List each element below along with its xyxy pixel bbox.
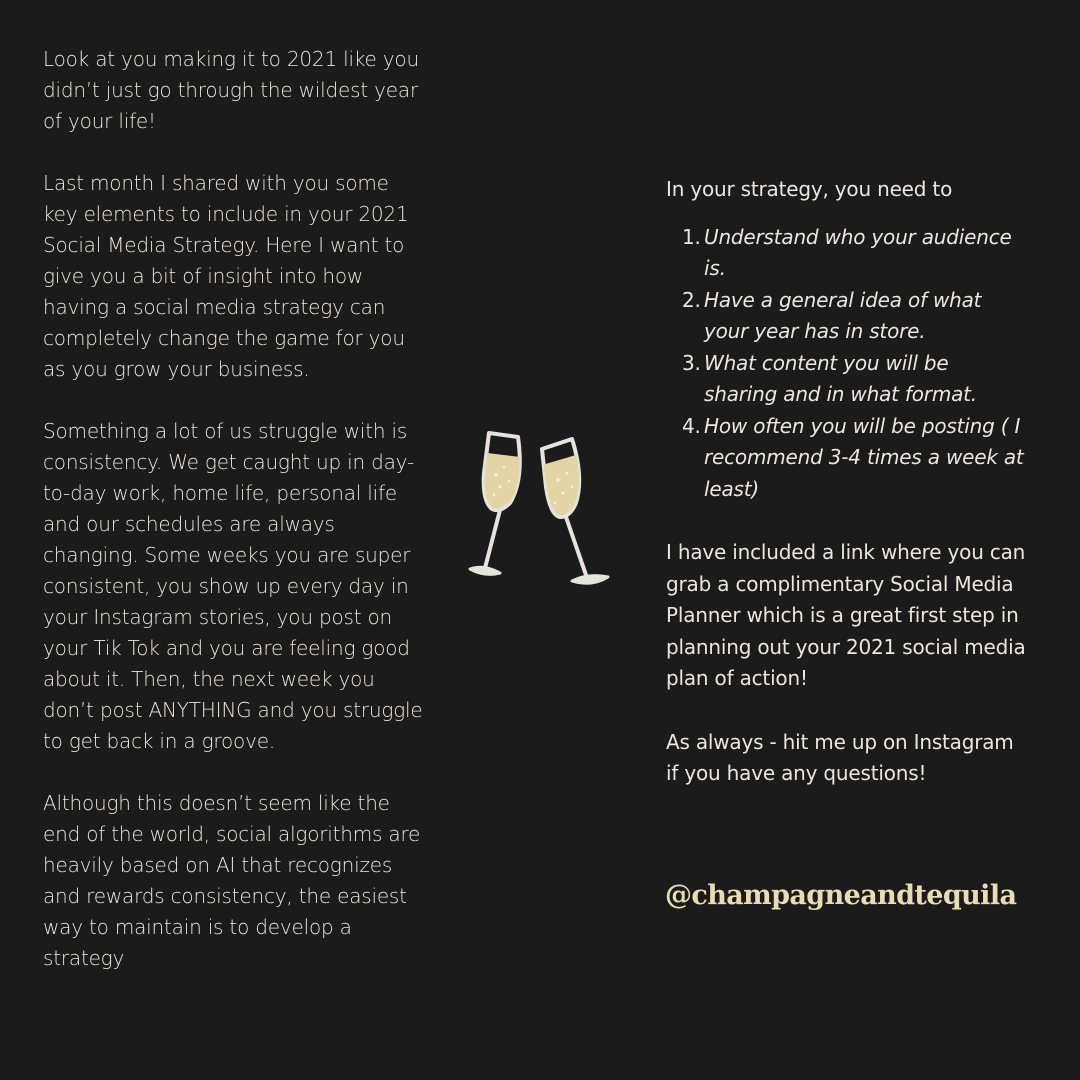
spacer [666,505,1026,537]
step-text: What content you will be sharing and in what format. [704,350,977,406]
list-item [666,348,1026,411]
step-text: How often you will be posting ( I recommend 3-4 times a week at least) [704,413,1024,501]
planner-link-paragraph: I have included a link where you can grab a complimentary Social Media Planner which is a great first step in planning out your 2021 social media plan of action! [666,540,1026,690]
list-item [666,222,1026,285]
right-column-text [666,174,1026,790]
spacer [666,695,1026,727]
strategy-steps-list [666,222,1026,506]
step-text: Understand who your audience is. [704,224,1012,280]
paragraph-algorithms: Although this doesn’t seem like the end of the world, social algorithms are heavily based on AI that recognizes and rewards consistency, the easiest way to maintain is to develop a strategy [43,791,421,970]
step-number: 4. [682,413,701,438]
champagne-toast-icon [462,425,622,595]
list-item [666,411,1026,506]
step-number: 2. [682,287,701,312]
list-item [666,285,1026,348]
paragraph-consistency: Something a lot of us struggle with is consistency. We get caught up in day-to-day work, home life, personal life and our schedules are always changing. Some weeks you are super consistent, you show up every day in your Instagram stories, you post on your Tik Tok and you are feeling good about it. Then, the next week you don’t post ANYTHING and you struggle to get back in a groove. [43,419,423,753]
step-number: 1. [682,224,701,249]
paragraph-strategy: Last month I shared with you some key elements to include in your 2021 Social Media Strategy. Here I want to give you a bit of insight into how having a social media strategy can completely change the game for you as you grow your business. [43,171,409,381]
instagram-handle: @champagneandtequila [665,880,1017,911]
step-number: 3. [682,350,701,375]
step-text: Have a general idea of what your year has in store. [704,287,982,343]
paragraph-intro: Look at you making it to 2021 like you didn’t just go through the wildest year of your life! [43,47,419,133]
closing-paragraph: As always - hit me up on Instagram if you have any questions! [666,729,1014,785]
strategy-intro: In your strategy, you need to [666,177,953,201]
left-column-text [43,44,423,974]
left-flute [470,433,520,574]
right-flute [542,439,608,583]
